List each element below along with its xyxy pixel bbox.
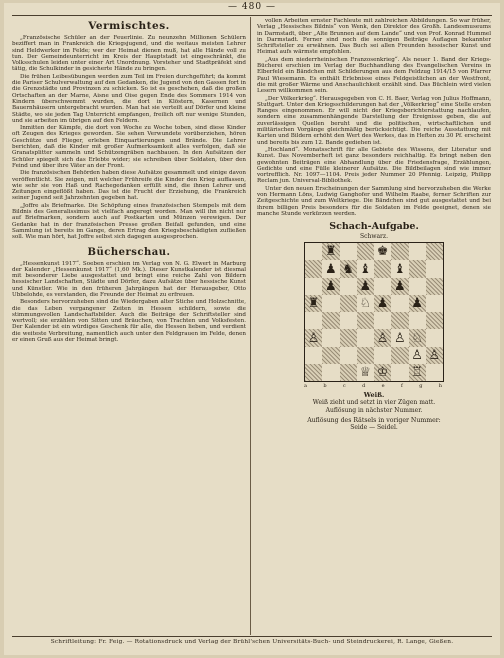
chess-piece-square: ♝ xyxy=(357,260,374,277)
chess-square xyxy=(322,364,339,381)
review-paragraph: „Der Völkerkrieg“. Herausgegeben von C. H. Baer, Verlag von Julius Hoffmann, Stuttgart. Unter den Kriegsschilderungen hat der „Völkerkrieg“ eine Stelle ersten Ranges eingenommen. Er will nicht der Kriegsberichterstattung nachlaufen, sondern eine zusammenhängende Darstellung der Ereignisse geben, die auf zuverlässigen Quellen beruht und die politischen, wirtschaftlichen und militärischen Vorgänge gleichmäßig berücksichtigt. Die reiche Ausstattung mit Karten und Bildern erhöht den Wert des Werkes, das in Heften zu 30 Pf. erscheint und bereits bis zum 12. Bande gediehen ist. xyxy=(257,95,491,146)
article-paragraph: „Joffre als Briefmarke. Die Schöpfung eines französischen Stempels mit dem Bildnis des Generalissimus ist vielfach angeregt worden. Man will ihn nicht nur auf Briefmarken, sondern auch auf Postkarten und Münzen verewigen. Der Gedanke hat in der französischen Presse großen Beifall gefunden, und eine Sammlung ist bereits im Gange, deren Ertrag den Kriegsbeschädigten zufließen soll. Wie man hört, hat Joffre selbst sich dagegen ausgesprochen. xyxy=(12,202,246,241)
chess-square xyxy=(340,347,357,364)
column-divider xyxy=(250,17,251,635)
article-paragraph: Inmitten der Kämpfe, die dort von Woche zu Woche toben, sind diese Kinder oft Zeugen des Krieges geworden. Sie sehen Verwundete vorüberziehen, hören Geschütze und Flieger, erleben Einquartierungen und Brände. Die Lehrer berichten, daß die Kinder mit großer Aufmerksamkeit alles verfolgen, daß sie Granatsplitter sammeln und Schützengräben nachbauen. In den Aufsätzen der Schüler spiegelt sich das Erlebte wider; sie schreiben über Soldaten, über den Feind und über ihre Väter an der Front. xyxy=(12,125,246,169)
chess-piece-square: ♟ xyxy=(357,278,374,295)
chess-puzzle-title: Schach-Aufgabe. xyxy=(329,221,419,233)
chess-piece-square: ♟ xyxy=(322,260,339,277)
chess-square xyxy=(426,312,443,329)
chess-square xyxy=(340,278,357,295)
chess-square xyxy=(322,329,339,346)
chess-square xyxy=(391,347,408,364)
file-label: d xyxy=(362,383,366,390)
chess-square xyxy=(426,295,443,312)
chess-square xyxy=(374,312,391,329)
file-label: f xyxy=(400,383,403,390)
chess-square xyxy=(426,278,443,295)
imprint-footer: Schriftleitung: Fr. Feig. — Rotationsdruck und Verlag der Brühl'schen Universitäts-Buch- und Steindruckerei, R. Lange, Gießen. xyxy=(50,639,454,645)
chess-piece-square: ♟ xyxy=(374,295,391,312)
chess-piece-square: ♟ xyxy=(409,295,426,312)
file-label: h xyxy=(438,383,442,390)
chess-square xyxy=(391,243,408,260)
chess-piece-square: ♜ xyxy=(322,243,339,260)
chess-square xyxy=(305,312,322,329)
chess-square xyxy=(426,243,443,260)
chess-piece-square: ♕ xyxy=(357,364,374,381)
chess-square xyxy=(374,347,391,364)
chess-white-label: Weiß. xyxy=(363,391,385,400)
chess-square xyxy=(322,295,339,312)
chess-task: Weiß zieht und setzt in vier Zügen matt. xyxy=(312,399,436,407)
left-column xyxy=(12,18,246,633)
file-label: a xyxy=(304,383,307,390)
chess-square xyxy=(340,329,357,346)
chess-task-note: Auflösung in nächster Nummer. xyxy=(325,406,423,414)
chess-piece-square: ♟ xyxy=(322,278,339,295)
chess-square xyxy=(305,260,322,277)
top-rule xyxy=(12,15,492,16)
chess-square xyxy=(374,278,391,295)
review-paragraph: „Hochland“. Monatsschrift für alle Gebiete des Wissens, der Literatur und Kunst. Das Novemberheft ist ganz besonders reichhaltig. Es bringt neben den gewohnten Beiträgen eine Abhandlung über die Friedensfrage, Erzählungen, Gedichte und eine Fülle kleinerer Aufsätze. Die Bildbeilagen sind wie immer vortrefflich. Nr. 1097—1104. Preis jeder Nummer 20 Pfennig. Leipzig, Philipp Reclam jun. Universal-Bibliothek. xyxy=(257,146,491,185)
chess-square xyxy=(409,278,426,295)
article-paragraph: „Französische Schüler an der Feuerlinie. Zu neunzehn Millionen Schülern beziffert man in Frankreich die Kriegsjugend, und die weitaus meisten Lehrer sind Heldwerker im Felde; wer der Heimat dienen muß, hat alle Hände voll zu tun. Der Gemeindeunterricht im Kreis der Hauptstadt ist eingeschränkt, die Volksschulen leiden unter einer Art Unordnung. Vorsteher und Stadtpräfekt sind tätig, die Schulkinder in gesicherte Hände zu bringen. xyxy=(12,35,246,73)
review-paragraph: „Aus dem niederrheinischen Franzosenkrieg“. Als neuer 1. Band der Kriegs-Bücherei erschien im Verlag der Buchhandlung des Evangelischen Vereins in Elberfeld ein Bändchen mit Schilderungen aus dem Feldzug 1914/15 von Pfarrer Paul Wiesemann. Es enthält Erlebnisse eines Feldgeistlichen an der Westfront, die mit großer Wärme und Anschaulichkeit erzählt sind. Das Büchlein wird vielen Lesern willkommen sein. xyxy=(257,56,491,95)
footer-rule xyxy=(12,636,492,637)
riddle-solution: Seide — Seidel. xyxy=(350,424,398,432)
chess-square xyxy=(426,260,443,277)
file-label: b xyxy=(323,383,327,390)
chess-square xyxy=(426,364,443,381)
chess-square xyxy=(340,364,357,381)
chess-square xyxy=(357,347,374,364)
chess-square xyxy=(340,312,357,329)
chess-square xyxy=(305,347,322,364)
file-label: e xyxy=(381,383,385,390)
chess-square xyxy=(426,329,443,346)
chess-square xyxy=(374,260,391,277)
chess-board xyxy=(304,242,444,382)
chess-square xyxy=(322,347,339,364)
chess-black-label: Schwarz. xyxy=(360,233,388,241)
review-paragraph: vollen Arbeiten ernster Fachleute mit zahlreichen Abbildungen. So war früher, Verlag „Hessisches Bildnis“ von Wenk, den Direktor des Großh. Landesmuseums in Darmstadt, über „Alte Brunnen auf dem Lande“ und von Prof. Konrad Hummel in Darmstadt. Ferner sind noch die sonnigen Beiträge Auflagen bekannter Schriftsteller zu erwähnen. Das Buch sei allen Freunden hessischer Kunst und Heimat aufs wärmste empfohlen. xyxy=(257,18,491,56)
board-file-labels xyxy=(304,383,442,389)
review-paragraph: Unter den neuen Erscheinungen der Sammlung sind hervorzuheben die Werke von Hermann Löns, Ludwig Ganghofer und Wilhelm Raabe, ferner Schriften zur Zeitgeschichte und zum Weltkriege. Die Bändchen sind gut ausgestattet und bei ihrem billigen Preis besonders für die Soldaten im Felde geeignet, denen sie manche Stunde verkürzen werden. xyxy=(257,185,491,217)
review-paragraph: „Hessenkunst 1917“. Soeben erschien im Verlag von N. G. Elwert in Marburg der Kalender „Hessenkunst 1917“ (1,60 Mk.). Dieser Kunstkalender ist diesmal mit besonderer Liebe ausgestattet und bringt eine reiche Zahl von Bildern hessischer Landschaften, Städte und Dörfer, dazu Aufsätze über hessische Kunst und Künstler. Wie in den früheren Jahrgängen hat der Herausgeber, Otto Ubbelohde, es verstanden, die Freunde der Heimat zu erfreuen. xyxy=(12,260,246,298)
chess-square xyxy=(357,312,374,329)
chess-diagram xyxy=(304,242,444,389)
chess-square xyxy=(357,329,374,346)
chess-square xyxy=(391,364,408,381)
chess-square xyxy=(391,295,408,312)
chess-square xyxy=(340,243,357,260)
chess-piece-square: ♝ xyxy=(391,260,408,277)
section-heading-buecherschau: Bücherschau. xyxy=(87,246,171,258)
chess-piece-square: ♙ xyxy=(391,329,408,346)
chess-piece-square: ♙ xyxy=(305,329,322,346)
section-heading-vermischtes: Vermischtes. xyxy=(88,20,170,32)
chess-piece-square: ♞ xyxy=(340,260,357,277)
chess-piece-square: ♟ xyxy=(391,278,408,295)
chess-piece-square: ♚ xyxy=(374,243,391,260)
article-paragraph: Die frühen Leibesübungen werden zum Teil im Freien durchgeführt; da kommt die Pariser Schulverwaltung auf den Gedanken, die Jugend von den Gassen fort in die Grenzstädte und Provinzen zu schicken. So ist es geschehen, daß die großen Ortschaften an der Marne, Aisne und Oise gegen Ende des Sommers 1914 von Kindern überschwemmt wurden, die dort in Klöstern, Kasernen und Bauernhäusern untergebracht wurden. Man hat sie verteilt auf Dörfer und kleine Städte, wo sie jeden Tag Unterricht empfangen, freilich oft nur wenige Stunden, und sie arbeiten im übrigen auf den Feldern. xyxy=(12,73,246,124)
chess-piece-square: ♘ xyxy=(357,295,374,312)
chess-square xyxy=(322,312,339,329)
chess-square xyxy=(340,295,357,312)
riddle-solution-title: Auflösung des Rätsels in voriger Nummer: xyxy=(307,417,441,425)
chess-square xyxy=(357,243,374,260)
chess-piece-square: ♔ xyxy=(374,364,391,381)
chess-square xyxy=(409,243,426,260)
chess-square xyxy=(409,312,426,329)
article-paragraph: Die französischen Behörden haben diese Aufsätze gesammelt und einige davon veröffentlicht. Sie zeigen, mit welcher Frühreife die Kinder den Krieg auffassen, wie sehr sie von Haß und Rachegedanken erfüllt sind, die ihnen Lehrer und Zeitungen eingeflößt haben. Das ist die Frucht der Erziehung, die Frankreich seiner Jugend seit Jahrzehnten gegeben hat. xyxy=(12,170,246,202)
chess-piece-square: ♙ xyxy=(426,347,443,364)
file-label: c xyxy=(342,383,346,390)
chess-square xyxy=(305,364,322,381)
chess-square xyxy=(409,260,426,277)
chess-piece-square: ♜ xyxy=(305,295,322,312)
chess-square xyxy=(305,278,322,295)
right-column xyxy=(257,18,491,633)
page-number: — 480 — xyxy=(228,2,276,12)
chess-piece-square: ♙ xyxy=(409,347,426,364)
chess-piece-square: ♖ xyxy=(409,364,426,381)
chess-piece-square: ♘ xyxy=(409,329,426,346)
file-label: g xyxy=(419,383,423,390)
review-paragraph: Besonders hervorzuheben sind die Wiedergaben alter Stiche und Holzschnitte, die das Leben vergangener Zeiten in Hessen schildern, sowie die stimmungsvollen Landschaftsbilder. Auch die Beiträge der Schriftsteller sind wertvoll; sie erzählen von Sitten und Bräuchen, von Trachten und Volksfesten. Der Kalender ist ein würdiges Geschenk für alle, die Hessen lieben, und verdient die weiteste Verbreitung, namentlich auch unter den Feldgrauen im Felde, denen er einen Gruß aus der Heimat bringt. xyxy=(12,299,246,344)
chess-square xyxy=(305,243,322,260)
chess-piece-square: ♙ xyxy=(374,329,391,346)
chess-square xyxy=(391,312,408,329)
